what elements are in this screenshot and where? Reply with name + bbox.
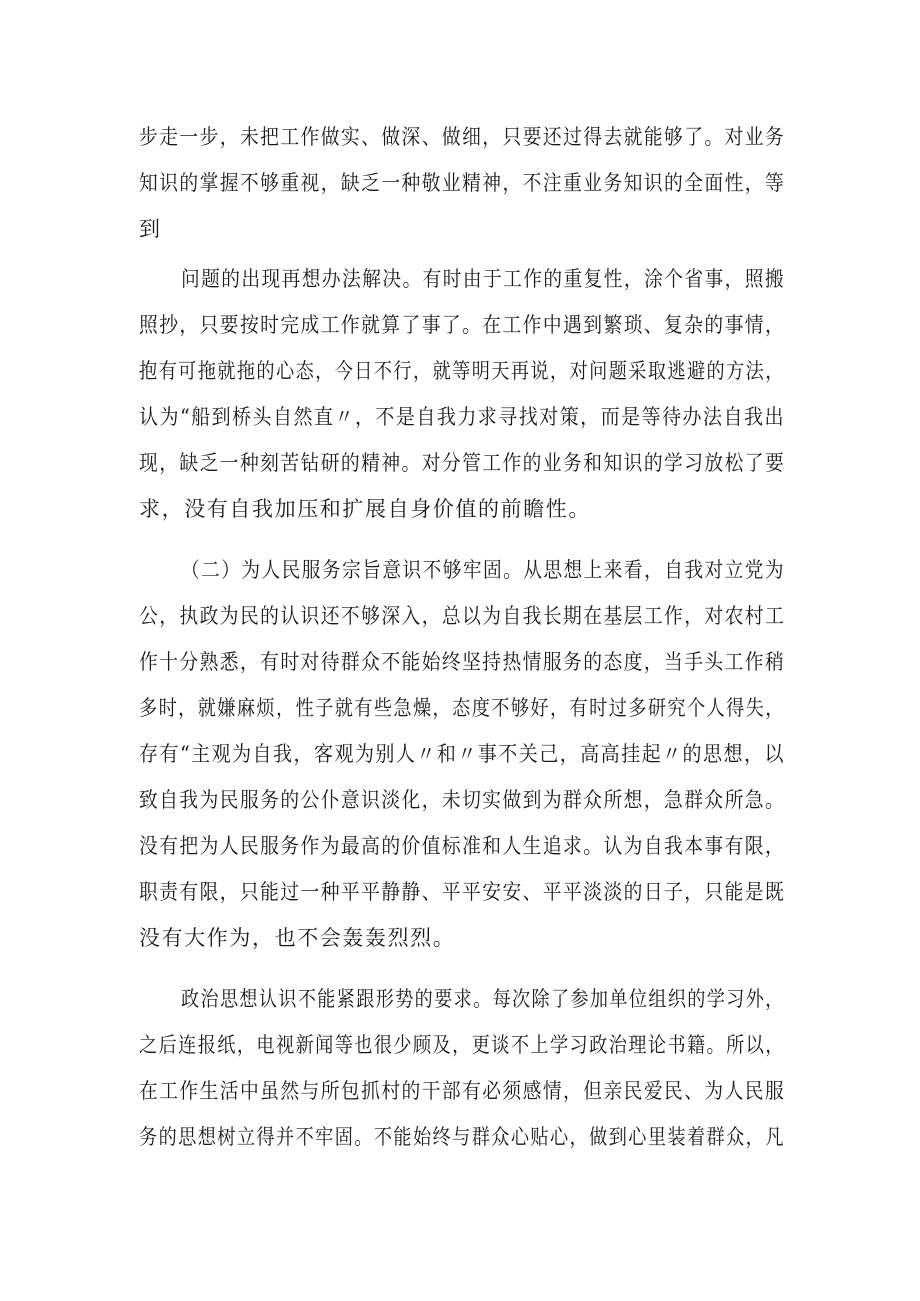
paragraph-first-line: 问题的出现再想办法解决。有时由于工作的重复性，涂个省事，照搬 xyxy=(181,267,785,291)
text-line: 职责有限，只能过一种平平静静、平平安安、平平淡淡的日子，只能是既 xyxy=(139,880,786,904)
section-heading-line: （二）为人民服务宗旨意识不够牢固。从思想上来看，自我对立党为 xyxy=(181,558,785,582)
text-line: 现，缺乏一种刻苦钻研的精神。对分管工作的业务和知识的学习放松了要 xyxy=(139,451,786,475)
text-line: 认为“船到桥头自然直〃，不是自我力求寻找对策，而是等待办法自我出 xyxy=(139,405,785,429)
text-line: 作十分熟悉，有时对待群众不能始终坚持热情服务的态度，当手头工作稍 xyxy=(139,650,786,674)
text-line: 存有“主观为自我，客观为别人〃和〃事不关己，高高挂起〃的思想，以 xyxy=(139,742,785,766)
text-line: 在工作生活中虽然与所包抓村的干部有必须感情，但亲民爱民、为人民服 xyxy=(139,1079,786,1103)
text-line: 公，执政为民的认识还不够深入，总以为自我长期在基层工作，对农村工 xyxy=(139,604,786,628)
paragraph-first-line: 政治思想认识不能紧跟形势的要求。每次除了参加单位组织的学习外， xyxy=(181,987,785,1011)
text-line: 抱有可拖就拖的心态，今日不行，就等明天再说，对问题采取逃避的方法， xyxy=(139,359,785,383)
text-line: 到 xyxy=(139,217,162,241)
text-line: 步走一步，未把工作做实、做深、做细，只要还过得去就能够了。对业务 xyxy=(139,125,786,149)
text-line: 没有把为人民服务作为最高的价值标准和人生追求。认为自我本事有限， xyxy=(139,834,786,858)
text-line: 知识的掌握不够重视，缺乏一种敬业精神，不注重业务知识的全面性，等 xyxy=(139,171,786,195)
text-line: 照抄，只要按时完成工作就算了事了。在工作中遇到繁琐、复杂的事情， xyxy=(139,313,786,337)
text-line: 多时，就嫌麻烦，性子就有些急燥，态度不够好，有时过多研究个人得失， xyxy=(139,696,785,720)
text-line: 之后连报纸，电视新闻等也很少顾及，更谈不上学习政治理论书籍。所以， xyxy=(139,1033,785,1057)
text-line: 求，没有自我加压和扩展自身价值的前瞻性。 xyxy=(139,497,591,521)
text-line: 务的思想树立得并不牢固。不能始终与群众心贴心，做到心里装着群众，凡 xyxy=(139,1125,785,1149)
text-line: 没有大作为，也不会轰轰烈烈。 xyxy=(139,926,456,950)
text-line: 致自我为民服务的公仆意识淡化，未切实做到为群众所想，急群众所急。 xyxy=(139,788,786,812)
